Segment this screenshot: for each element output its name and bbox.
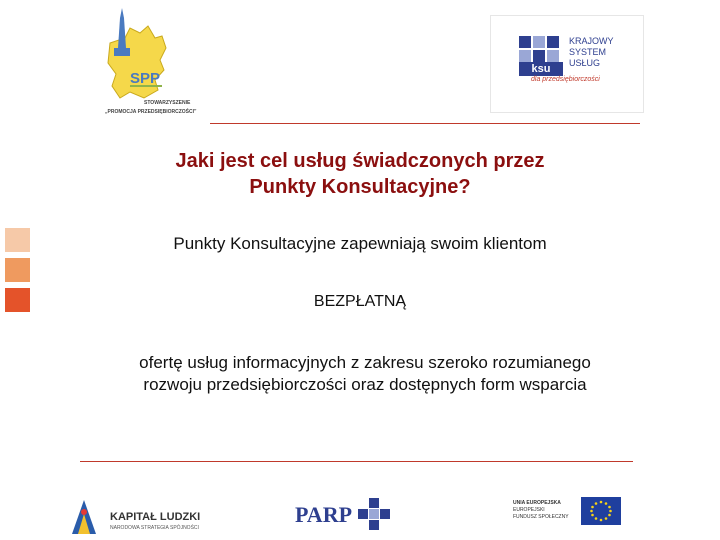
map-shape-icon — [108, 26, 166, 98]
spp-caption-2: „PROMOCJA PRZEDSIĘBIORCZOŚCI” — [105, 109, 197, 115]
ksu-logo — [490, 15, 644, 113]
ksu-text — [569, 36, 614, 69]
body-text-1: Punkty Konsultacyjne zapewniają swoim klientom — [173, 234, 547, 253]
decor-square-dark — [5, 288, 30, 312]
eu-text — [513, 500, 569, 521]
kapital-ludzki-logo — [70, 495, 220, 540]
kl-emblem-icon — [70, 500, 98, 534]
title-line2: Punkty Konsultacyjne? — [249, 176, 471, 198]
body-text-3a: ofertę usług informacyjnych z zakresu szeroko rozumianego — [139, 353, 591, 372]
header-divider — [210, 123, 640, 124]
eu-line2: EUROPEJSKI — [513, 507, 545, 513]
spp-caption-1: STOWARZYSZENIE — [144, 100, 191, 106]
decor-square-mid — [5, 258, 30, 282]
spp-logo — [100, 8, 210, 123]
body-text-3 — [60, 352, 670, 396]
decor-square-light — [5, 228, 30, 252]
ksu-tagline: dla przedsiębiorczości — [531, 76, 600, 83]
eu-logo — [513, 497, 623, 529]
body-text-3b: rozwoju przedsiębiorczości oraz dostępnych form wsparcia — [143, 375, 587, 394]
footer-divider — [80, 461, 633, 462]
parp-name: PARP — [295, 502, 353, 527]
eu-line3: FUNDUSZ SPOŁECZNY — [513, 514, 569, 520]
eu-line1: UNIA EUROPEJSKA — [513, 500, 561, 506]
eu-flag-icon — [581, 497, 621, 525]
body-text-2: BEZPŁATNĄ — [313, 293, 407, 310]
title-line1: Jaki jest cel usług świadczonych przez — [175, 150, 545, 172]
ksu-line2: SYSTEM — [569, 47, 607, 57]
kl-subtitle: NARODOWA STRATEGIA SPÓJNOŚCI — [110, 525, 199, 531]
ksu-line1: KRAJOWY — [569, 36, 614, 46]
tower-icon — [118, 8, 126, 48]
parp-logo — [290, 494, 400, 534]
ksu-line3: USŁUG — [569, 58, 601, 68]
parp-squares-icon — [358, 498, 390, 530]
ksu-abbr: ksu — [519, 62, 563, 76]
svg-text:SPP: SPP — [130, 70, 161, 87]
page-title — [100, 148, 620, 200]
kl-name: KAPITAŁ LUDZKI — [110, 511, 201, 523]
